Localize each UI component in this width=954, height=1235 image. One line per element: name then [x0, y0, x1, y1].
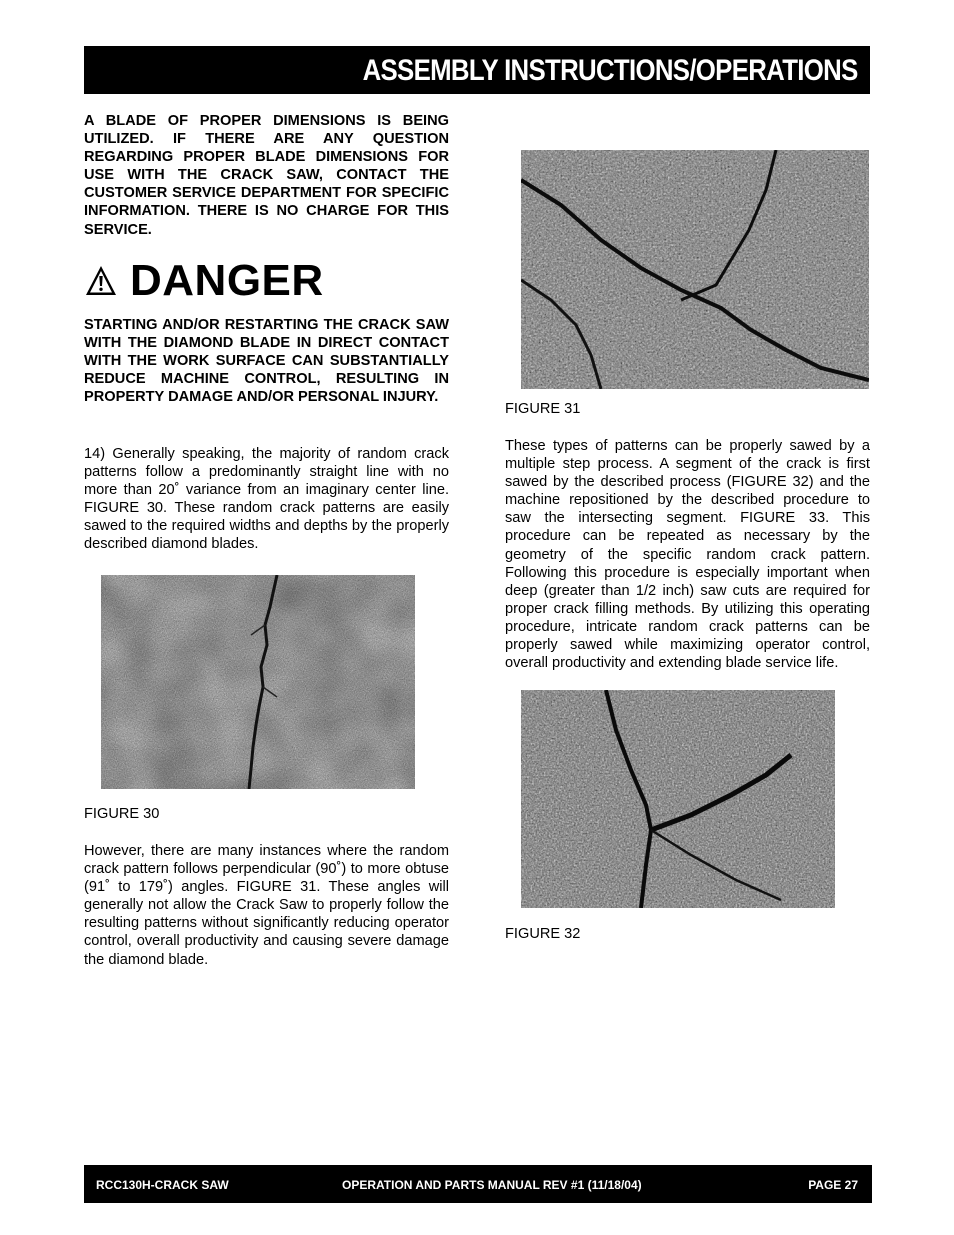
danger-text: STARTING AND/OR RESTARTING THE CRACK SAW WITH THE DIAMOND BLADE IN DIRECT CONTACT WITH THE WORK SURFACE CAN SUBSTANTIALLY REDUCE MACHINE CONTROL, RESULTING IN PROPERTY DAMAGE AND/OR PERSONAL INJURY.: [84, 317, 449, 406]
figure-30-photo: [101, 575, 415, 789]
footer-model: RCC130H-CRACK SAW: [96, 1178, 229, 1192]
section-title: ASSEMBLY INSTRUCTIONS/OPERATIONS: [362, 54, 858, 87]
danger-title: DANGER: [130, 256, 324, 305]
danger-block: [84, 316, 449, 406]
however-block: [84, 842, 449, 969]
step-14-paragraph: 14) Generally speaking, the majority of random crack patterns follow a predominantly straight line with no more than 20˚ variance from an imaginary center line. FIGURE 30. These random crack patterns are easily sawed to the required widths and depths by the properly described diamond blades.: [84, 446, 449, 553]
warning-triangle-icon: [84, 264, 118, 298]
figure-31-photo: [521, 150, 869, 389]
section-header: [84, 46, 870, 94]
however-paragraph: However, there are many instances where the random crack pattern follows perpendicular (90˚) to more obtuse (91˚ to 179˚) angles. FIGURE 31. These angles will generally not allow the Crack Saw to properly follow the resulting patterns without significantly reducing operator control, overall productivity and causing severe damage the diamond blade.: [84, 843, 449, 968]
left-column-intro: [84, 112, 449, 239]
figure-32-caption: FIGURE 32: [505, 926, 581, 942]
figure-30-caption: FIGURE 30: [84, 806, 160, 822]
danger-heading: [84, 256, 324, 306]
footer-manual: OPERATION AND PARTS MANUAL REV #1 (11/18/04): [342, 1178, 642, 1192]
footer-page-number: PAGE 27: [808, 1178, 858, 1192]
figure-31-caption: FIGURE 31: [505, 401, 581, 417]
step-14-block: [84, 445, 449, 554]
types-paragraph: These types of patterns can be properly sawed by a multiple step process. A segment of the crack is first sawed by the described process (FIGURE 32) and the machine repositioned by the described procedure to saw the intersecting segment. FIGURE 33. This procedure can be repeated as necessary by the geometry of the specific random crack pattern. Following this procedure is especially important when deep (greater than 1/2 inch) saw cuts are required for proper crack filling methods. By utilizing this operating procedure, intricate random crack patterns can be properly sawed while maximizing operator control, overall productivity and extending blade service life.: [505, 438, 870, 672]
page-footer: [84, 1165, 872, 1203]
types-block: [505, 437, 870, 687]
intro-paragraph: A BLADE OF PROPER DIMENSIONS IS BEING UTILIZED. IF THERE ARE ANY QUESTION REGARDING PROPER BLADE DIMENSIONS FOR USE WITH THE CRACK SAW, CONTACT THE CUSTOMER SERVICE DEPARTMENT FOR SPECIFIC INFORMATION. THERE IS NO CHARGE FOR THIS SERVICE.: [84, 113, 449, 238]
figure-32-photo: [521, 690, 835, 908]
